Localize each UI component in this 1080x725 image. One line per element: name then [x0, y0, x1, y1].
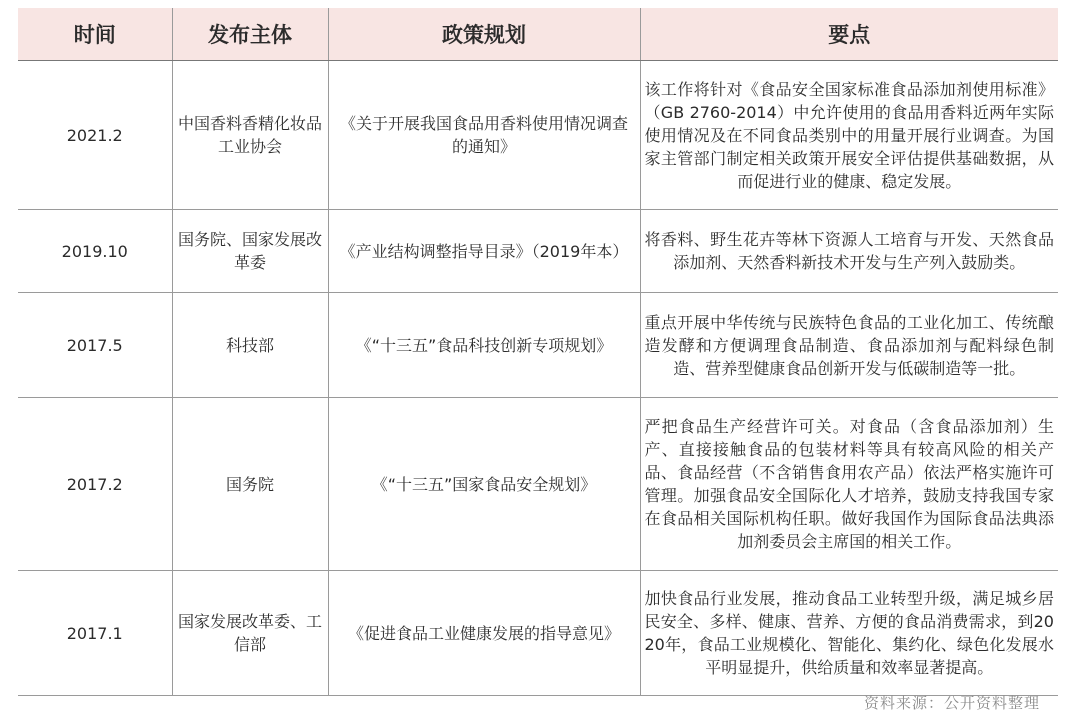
cell-policy: 《产业结构调整指导目录》（2019年本） [328, 210, 640, 293]
cell-policy: 《“十三五”食品科技创新专项规划》 [328, 293, 640, 398]
cell-key-points: 该工作将针对《食品安全国家标准食品添加剂使用标准》（GB 2760-2014）中允许使用的食品用香料近两年实际使用情况及在不同食品类别中的用量开展行业调查。为国家主管部门制定相关政策开展安全评估提供基础数据，从而促进行业的健康、稳定发展。 [640, 61, 1058, 210]
cell-key-points: 将香料、野生花卉等林下资源人工培育与开发、天然食品添加剂、天然香料新技术开发与生产列入鼓励类。 [640, 210, 1058, 293]
source-note: 资料来源：公开资料整理 [863, 694, 1040, 712]
cell-issuer: 科技部 [172, 293, 328, 398]
table-row [18, 210, 1058, 293]
cell-key-points: 重点开展中华传统与民族特色食品的工业化加工、传统酿造发酵和方便调理食品制造、食品添加剂与配料绿色制造、营养型健康食品创新开发与低碳制造等一批。 [640, 293, 1058, 398]
cell-key-points: 严把食品生产经营许可关。对食品（含食品添加剂）生产、直接接触食品的包装材料等具有较高风险的相关产品、食品经营（不含销售食用农产品）依法严格实施许可管理。加强食品安全国际化人才培养，鼓励支持我国专家在食品相关国际机构任职。做好我国作为国际食品法典添加剂委员会主席国的相关工作。 [640, 398, 1058, 571]
policy-table [18, 8, 1058, 696]
table-header-row [18, 8, 1058, 61]
header-key-points: 要点 [640, 8, 1058, 61]
header-policy: 政策规划 [328, 8, 640, 61]
cell-issuer: 国家发展改革委、工信部 [172, 571, 328, 696]
table-row [18, 571, 1058, 696]
cell-time: 2021.2 [18, 61, 172, 210]
cell-issuer: 国务院 [172, 398, 328, 571]
table-row [18, 398, 1058, 571]
table-row [18, 61, 1058, 210]
cell-issuer: 国务院、国家发展改革委 [172, 210, 328, 293]
policy-table-container [18, 8, 1058, 696]
cell-policy: 《促进食品工业健康发展的指导意见》 [328, 571, 640, 696]
table-row [18, 293, 1058, 398]
cell-time: 2019.10 [18, 210, 172, 293]
header-issuer: 发布主体 [172, 8, 328, 61]
header-time: 时间 [18, 8, 172, 61]
cell-policy: 《“十三五”国家食品安全规划》 [328, 398, 640, 571]
cell-key-points: 加快食品行业发展，推动食品工业转型升级，满足城乡居民安全、多样、健康、营养、方便的食品消费需求，到2020年，食品工业规模化、智能化、集约化、绿色化发展水平明显提升，供给质量和效率显著提高。 [640, 571, 1058, 696]
cell-time: 2017.2 [18, 398, 172, 571]
cell-time: 2017.1 [18, 571, 172, 696]
cell-policy: 《关于开展我国食品用香料使用情况调查的通知》 [328, 61, 640, 210]
cell-issuer: 中国香料香精化妆品工业协会 [172, 61, 328, 210]
cell-time: 2017.5 [18, 293, 172, 398]
